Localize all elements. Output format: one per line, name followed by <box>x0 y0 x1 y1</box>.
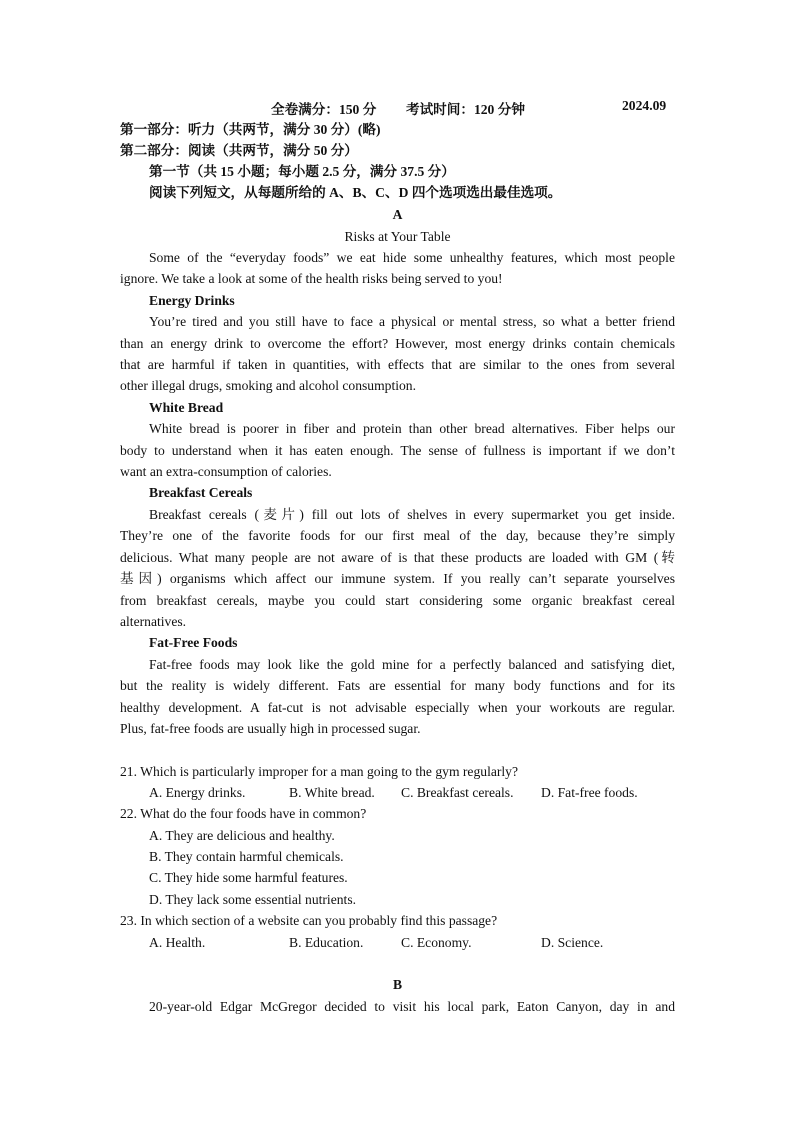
cereal-line: They’re one of the favorite foods for our first meal of the day, because they’re simply <box>120 528 675 543</box>
question-22-stem: 22. What do the four foods have in common? <box>120 806 367 821</box>
breakfast-cereals-heading: Breakfast Cereals <box>149 485 253 500</box>
energy-line: other illegal drugs, smoking and alcohol consumption. <box>120 378 416 393</box>
q22-option-a: A. They are delicious and healthy. <box>149 828 335 843</box>
exam-date: 2024.09 <box>622 98 667 113</box>
question-23-stem: 23. In which section of a website can you probably find this passage? <box>120 913 498 928</box>
cereal-line: Breakfast cereals (麦片) fill out lots of shelves in every supermarket you get inside. <box>149 507 675 522</box>
instruction: 阅读下列短文，从每题所给的 A、B、C、D 四个选项选出最佳选项。 <box>149 185 562 200</box>
cereal-line: alternatives. <box>120 614 187 629</box>
fatfree-line: healthy development. A fat-cut is not advisable especially when your workouts are regular. <box>120 700 675 715</box>
fat-free-foods-heading: Fat-Free Foods <box>149 635 238 650</box>
full-score: 全卷满分：150 分 <box>271 102 377 117</box>
cereal-line: 基因) organisms which affect our immune system. If you really can’t separate yourselves <box>120 571 675 586</box>
q22-option-d: D. They lack some essential nutrients. <box>149 892 357 907</box>
q21-option-d: D. Fat-free foods. <box>541 785 638 800</box>
question-21-stem: 21. Which is particularly improper for a man going to the gym regularly? <box>120 764 519 779</box>
intro-line: ignore. We take a look at some of the health risks being served to you! <box>120 271 503 286</box>
q21-option-b: B. White bread. <box>289 785 375 800</box>
q23-option-d: D. Science. <box>541 935 604 950</box>
intro-line: Some of the “everyday foods” we eat hide some unhealthy features, which most people <box>149 250 675 265</box>
passage-b-first-line: 20-year-old Edgar McGregor decided to visit his local park, Eaton Canyon, day in and <box>149 999 675 1014</box>
bread-line: body to understand when it has eaten enough. The sense of fullness is important if we don’t <box>120 443 675 458</box>
exam-time: 考试时间：120 分钟 <box>406 102 525 117</box>
q21-option-a: A. Energy drinks. <box>149 785 246 800</box>
white-bread-heading: White Bread <box>149 400 224 415</box>
passage-b-letter: B <box>392 977 403 992</box>
energy-line: You’re tired and you still have to face a physical or mental stress, so what a better friend <box>149 314 675 329</box>
q23-option-b: B. Education. <box>289 935 364 950</box>
passage-a-letter: A <box>392 207 403 222</box>
energy-line: than an energy drink to overcome the effort? However, most energy drinks contain chemicals <box>120 336 675 351</box>
energy-line: that are harmful if taken in quantities, with effects that are similar to the ones from several <box>120 357 675 372</box>
q23-option-c: C. Economy. <box>401 935 472 950</box>
part2-heading: 第二部分：阅读（共两节，满分 50 分） <box>120 143 358 158</box>
passage-a-title: Risks at Your Table <box>344 229 451 244</box>
section1-heading: 第一节（共 15 小题；每小题 2.5 分，满分 37.5 分） <box>149 164 455 179</box>
fatfree-line: but the reality is widely different. Fats are essential for many body functions and for its <box>120 678 675 693</box>
fatfree-line: Plus, fat-free foods are usually high in processed sugar. <box>120 721 421 736</box>
q23-option-a: A. Health. <box>149 935 206 950</box>
energy-drinks-heading: Energy Drinks <box>149 293 235 308</box>
q22-option-c: C. They hide some harmful features. <box>149 870 348 885</box>
fatfree-line: Fat-free foods may look like the gold mine for a perfectly balanced and satisfying diet, <box>149 657 675 672</box>
cereal-line: delicious. What many people are not aware of is that these products are loaded with GM (转 <box>120 550 675 565</box>
bread-line: White bread is poorer in fiber and protein than other bread alternatives. Fiber helps our <box>149 421 675 436</box>
cereal-line: from breakfast cereals, maybe you could start considering some organic breakfast cereal <box>120 593 675 608</box>
bread-line: want an extra-consumption of calories. <box>120 464 332 479</box>
q22-option-b: B. They contain harmful chemicals. <box>149 849 344 864</box>
q21-option-c: C. Breakfast cereals. <box>401 785 514 800</box>
part1-heading: 第一部分：听力（共两节，满分 30 分）(略) <box>120 122 381 137</box>
